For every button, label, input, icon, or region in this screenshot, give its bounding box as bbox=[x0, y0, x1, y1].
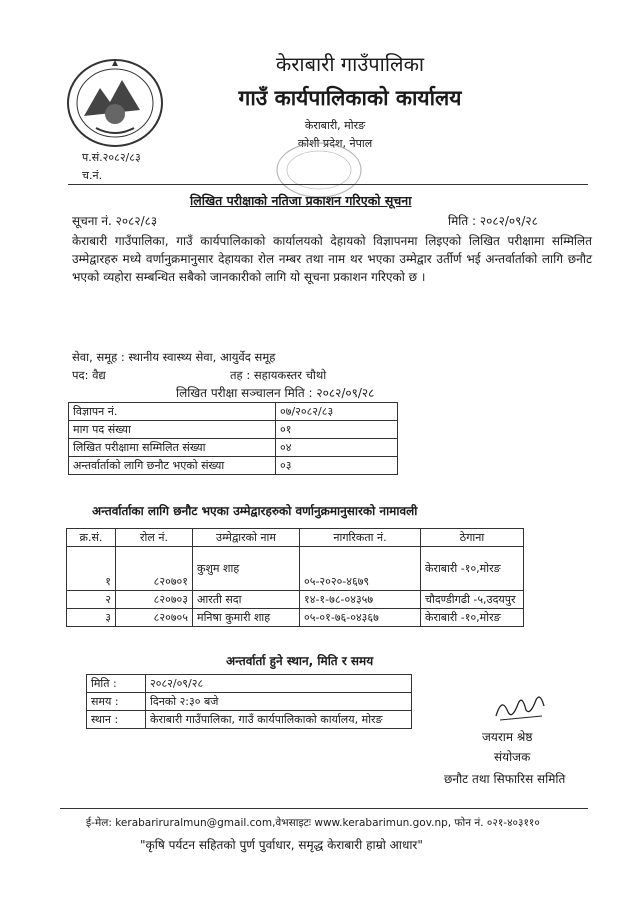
table-row bbox=[69, 439, 398, 457]
table-row bbox=[67, 609, 524, 627]
summary-value: ०४ bbox=[276, 439, 398, 457]
cell-sn: ३ bbox=[67, 609, 116, 627]
signatory-role: संयोजक bbox=[494, 750, 531, 764]
exam-date: लिखित परीक्षा सञ्चालन मिति : २०८२/०९/२८ bbox=[176, 386, 375, 400]
header-divider bbox=[68, 184, 588, 185]
column-header: नागरिकता नं. bbox=[300, 529, 421, 547]
cell-roll: ८२०७०१ bbox=[116, 547, 193, 591]
table-row bbox=[87, 675, 412, 693]
column-header: रोल नं. bbox=[116, 529, 193, 547]
cell-sn: १ bbox=[67, 547, 116, 591]
emblem-seal bbox=[66, 58, 164, 148]
notice-date: मिति : २०८२/०९/२८ bbox=[448, 214, 538, 228]
column-header: उम्मेद्वारको नाम bbox=[193, 529, 300, 547]
summary-value: ०३ bbox=[276, 457, 398, 475]
cell-roll: ८२०७०३ bbox=[116, 591, 193, 609]
notice-title: लिखित परीक्षाको नतिजा प्रकाशन गरिएको सूचना bbox=[190, 193, 412, 208]
signatory-name: जयराम श्रेष्ठ bbox=[482, 730, 533, 744]
column-header: ठेगाना bbox=[421, 529, 524, 547]
summary-label: अन्तर्वार्ताको लागि छनौट भएको संख्या bbox=[69, 457, 276, 475]
table-row bbox=[67, 591, 524, 609]
committee-name: छनौट तथा सिफारिस समिति bbox=[444, 772, 566, 786]
candidates-table bbox=[66, 528, 524, 627]
footer-motto: "कृषि पर्यटन सहितको पुर्ण पुर्वाधार, समृद्ध केराबारी हाम्रो आधार" bbox=[140, 838, 423, 852]
summary-label: माग पद संख्या bbox=[69, 421, 276, 439]
address-line-1: केराबारी, मोरङ bbox=[304, 119, 366, 132]
table-header-row bbox=[67, 529, 524, 547]
cell-address: चौदण्डीगढी -५,उदयपुर bbox=[421, 591, 524, 609]
cell-sn: २ bbox=[67, 591, 116, 609]
interview-label: स्थान : bbox=[87, 711, 146, 729]
post-level: तह : सहायकस्तर चौथो bbox=[230, 368, 327, 382]
summary-label: लिखित परीक्षामा सम्मिलित संख्या bbox=[69, 439, 276, 457]
interview-label: मिति : bbox=[87, 675, 146, 693]
municipality-name: केराबारी गाउँपालिका bbox=[275, 52, 425, 76]
interview-title: अन्तर्वार्ता हुने स्थान, मिति र समय bbox=[226, 654, 374, 668]
footer-contact: ई-मेल: kerabariruralmun@gmail.com,वेभसाइटः www.kerabarimun.gov.np, फोन नं. ०२१-४०३११० bbox=[86, 817, 540, 829]
cell-citizenship: ०५-०१-७६-०४३६७ bbox=[300, 609, 421, 627]
table-row bbox=[87, 693, 412, 711]
interview-label: समय : bbox=[87, 693, 146, 711]
interview-value: २०८२/०९/२८ bbox=[146, 675, 412, 693]
cell-citizenship: १४-१-७८-०४३५७ bbox=[300, 591, 421, 609]
address-line-2: कोशी प्रदेश, नेपाल bbox=[297, 137, 373, 150]
signature bbox=[492, 686, 552, 726]
office-name: गाउँ कार्यपालिकाको कार्यालय bbox=[238, 86, 462, 110]
candidate-list-title: अन्तर्वार्ताका लागि छनौट भएका उम्मेद्वारहरुको वर्णानुक्रमानुसारको नामावली bbox=[92, 504, 418, 518]
reference-number: प.सं.२०८२/८३ bbox=[82, 151, 141, 164]
notice-number: सूचना नं. २०८२/८३ bbox=[72, 214, 158, 228]
cell-name: मनिषा कुमारी शाह bbox=[193, 609, 300, 627]
table-row bbox=[69, 457, 398, 475]
interview-value: केराबारी गाउँपालिका, गाउँ कार्यपालिकाको कार्यालय, मोरङ bbox=[146, 711, 412, 729]
cell-name: आरती सदा bbox=[193, 591, 300, 609]
cell-address: केराबारी -१०,मोरङ bbox=[421, 547, 524, 591]
summary-table bbox=[68, 402, 398, 475]
cell-name: कुशुम शाह bbox=[193, 547, 300, 591]
service-group: सेवा, समूह : स्थानीय स्वास्थ्य सेवा, आयुर्वेद समूह bbox=[72, 350, 276, 364]
office-stamp bbox=[274, 140, 364, 200]
interview-value: दिनको २:३० बजे bbox=[146, 693, 412, 711]
post-name: पद: वैद्य bbox=[72, 368, 106, 382]
cell-citizenship: ०५-२०२०-४६७९ bbox=[300, 547, 421, 591]
summary-label: विज्ञापन नं. bbox=[69, 403, 276, 421]
summary-value: ०७/२०८२/८३ bbox=[276, 403, 398, 421]
summary-value: ०१ bbox=[276, 421, 398, 439]
cell-address: केराबारी -१०,मोरङ bbox=[421, 609, 524, 627]
notice-body: केराबारी गाउँपालिका, गाउँ कार्यपालिकाको कार्यालयको देहायको विज्ञापनमा लिइएको लिखित परीक्षामा सम्मिलित उम्मेद्वारहरु मध्ये वर्णानुक्रमानुसार देहायका रोल नम्बर तथा नाम थर भएका उम्मेद्वार उर्तीर्ण भई अन्तर्वार्ताको लागि छनौट भएको व्यहोरा सम्बन्धित सबैको जानकारीको लागि यो सूचना प्रकाशन गरिएको छ । bbox=[72, 234, 592, 284]
table-row bbox=[87, 711, 412, 729]
table-row bbox=[67, 547, 524, 591]
column-header: क्र.सं. bbox=[67, 529, 116, 547]
cell-roll: ८२०७०५ bbox=[116, 609, 193, 627]
dispatch-number: च.नं. bbox=[82, 169, 103, 182]
footer-divider bbox=[60, 808, 588, 809]
table-row bbox=[69, 403, 398, 421]
table-row bbox=[69, 421, 398, 439]
interview-table bbox=[86, 674, 412, 729]
